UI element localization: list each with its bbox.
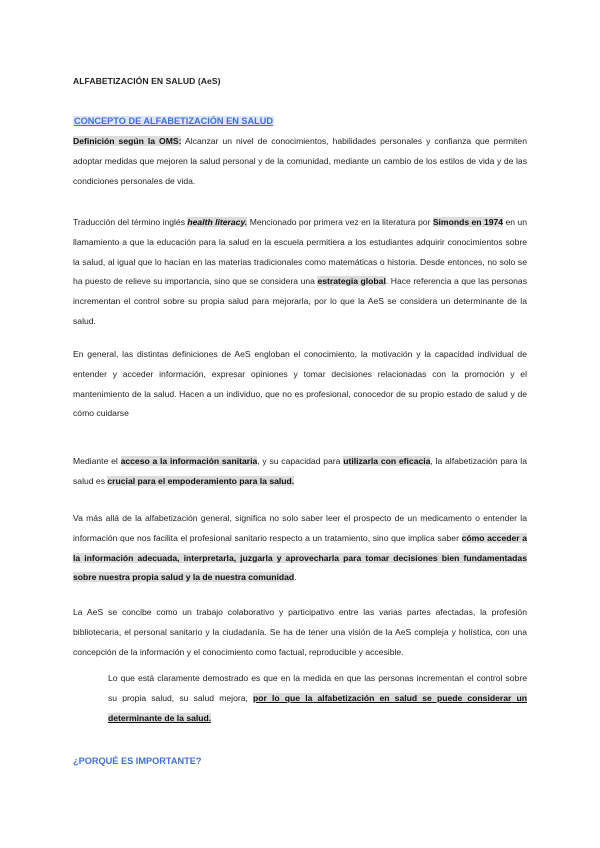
beyond-text-1: Va más allá de la alfabetización general, significa no solo saber leer el prospecto de un medicamento o entender la información que nos facilita el profesional sanitario respecto a un tratamiento, sino que implica saber (73, 513, 527, 543)
translation-text-1: Traducción del término inglés (73, 217, 188, 227)
access-text-3: , la alfabetización para la salud es (73, 456, 527, 486)
paragraph-access (73, 452, 527, 492)
section-heading-concept (73, 116, 274, 126)
paragraph-definition (73, 132, 527, 191)
translation-text-3: en un llamamiento a que la educación para la salud en la escuela permitiera a los estudiantes adquirir conocimientos sobre la salud, al igual que lo hacían en las materias tradicionales como matemáticas o historia. Desde entonces, no solo se ha puesto de relieve su importancia, sino que se considera una (73, 217, 527, 287)
collaborative-text: La AeS se concibe como un trabajo colaborativo y participativo entre las varias partes afectadas, la profesión bibliotecaria, el personal sanitario y la ciudadanía. Se ha de tener una visión de la AeS compleja y holística, con una concepción de la información y el conocimiento como factual, reproducible y accesible. (73, 607, 527, 657)
section-heading-importance (73, 756, 201, 766)
translation-text-2: Mencionado por primera vez en la literatura por (247, 217, 433, 227)
definition-label: Definición según la OMS: (73, 136, 182, 146)
translation-text-4: . Hace referencia a que las personas incrementan el control sobre su propia salud para mejorarla, por lo que la AeS se considera un determinante de la salud. (73, 276, 527, 326)
paragraph-beyond (73, 509, 527, 588)
access-info: acceso a la información sanitaria (120, 456, 258, 466)
definition-text: Alcanzar un nivel de conocimientos, habilidades personales y confianza que permiten adoptar medidas que mejoren la salud personal y de la comunidad, mediante un cambio de los estilos de vida y de las condiciones personales de vida. (73, 136, 527, 186)
author-simonds: Simonds en 1974 (432, 217, 504, 227)
global-strategy: estrategia global (317, 276, 386, 287)
beyond-text-2: . (294, 572, 297, 583)
paragraph-conclusion (108, 669, 527, 728)
beyond-bold: cómo acceder a la información adecuada, interpretarla, juzgarla y aprovecharla para tomar decisiones bien fundamentadas sobre nuestra propia salud y la de nuestra comunidad (73, 532, 527, 583)
definitions-text: En general, las distintas definiciones de AeS engloban el conocimiento, la motivación y la capacidad individual de entender y acceder información, expresar opiniones y tomar decisiones relacionadas con la promoción y el mantenimiento de la salud. Hacen a un individuo, que no es profesional, conocedor de su propio estado de salud y de cómo cuidarse (73, 349, 527, 419)
conclusion-text: Lo que está claramente demostrado es que en la medida en que las personas incrementan el control sobre su propia salud, su salud mejora, (108, 673, 527, 703)
paragraph-collaborative (73, 603, 527, 662)
access-text-2: , y su capacidad para (257, 456, 344, 466)
section-heading-concept-text: CONCEPTO DE ALFABETIZACIÓN EN SALUD (74, 116, 274, 126)
conclusion-bold: por lo que la alfabetización en salud se puede considerar un determinante de la salud. (108, 692, 527, 723)
access-text-1: Mediante el (73, 456, 121, 466)
paragraph-definitions (73, 345, 527, 424)
use-efficacy: utilizarla con eficacia (343, 456, 431, 466)
term-health-literacy: health literacy. (187, 217, 248, 227)
paragraph-translation (73, 213, 527, 332)
empowerment: crucial para el empoderamiento para la salud. (107, 475, 295, 486)
section-heading-importance-text: ¿PORQUÉ ES IMPORTANTE? (73, 756, 202, 766)
document-title: ALFABETIZACIÓN EN SALUD (AeS) (73, 76, 221, 86)
